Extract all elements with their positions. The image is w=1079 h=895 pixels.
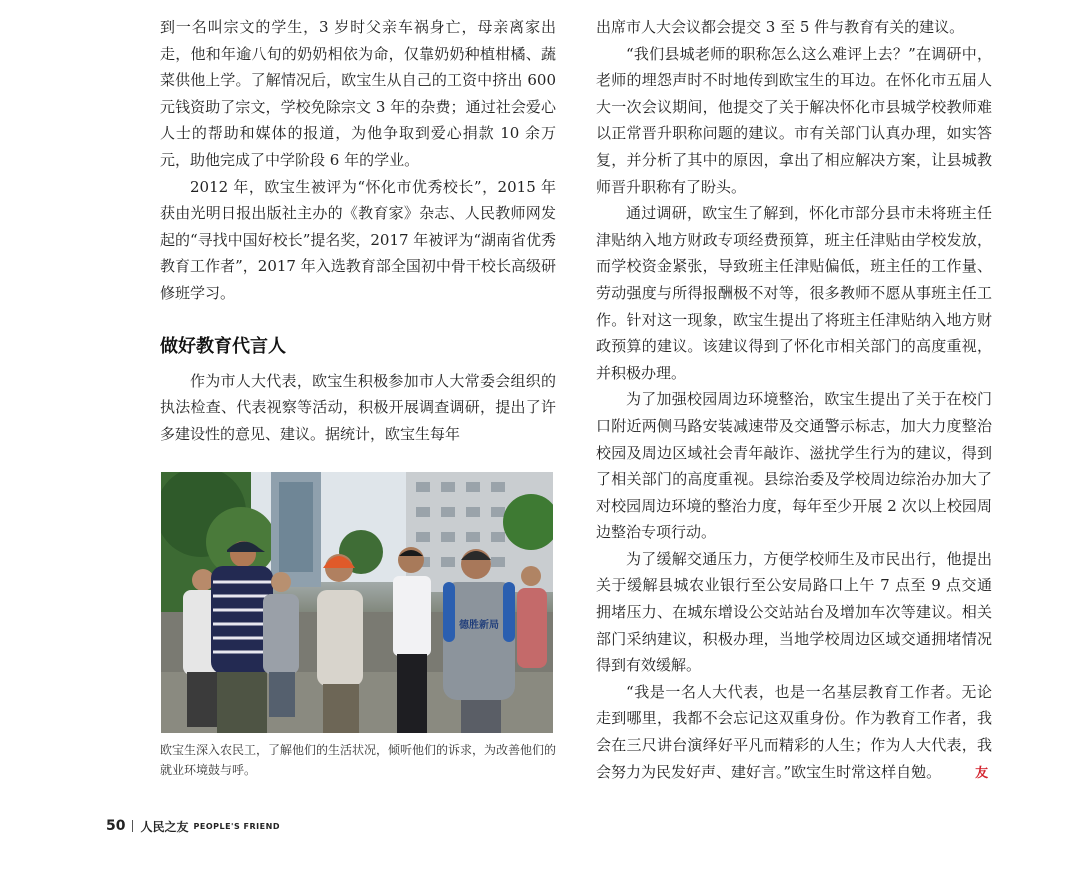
- page-footer: [106, 817, 280, 835]
- paragraph: 出席市人大会议都会提交 3 至 5 件与教育有关的建议。: [596, 18, 965, 36]
- paragraph: 通过调研，欧宝生了解到，怀化市部分县市未将班主任津贴纳入地方财政专项经费预算，班主任津贴由学校发放，而学校资金紧张，导致班主任津贴偏低，班主任的工作量、劳动强度与所得报酬极不对等，很多教师不愿从事班主任工作。针对这一现象，欧宝生提出了将班主任津贴纳入地方财政预算的建议。该建议得到了怀化市相关部门的高度重视，并积极办理。: [596, 204, 992, 382]
- closing-text: “我是一名人大代表，也是一名基层教育工作者。无论走到哪里，我都不会忘记这双重身份。作为教育工作者，我会在三尺讲台演绎好平凡而精彩的人生；作为人大代表，我会努力为民发好声、建好言。”欧宝生时常这样自勉。: [596, 682, 992, 781]
- paragraph: 为了缓解交通压力，方便学校师生及市民出行，他提出关于缓解县城农业银行至公安局路口上午 7 点至 9 点交通拥堵压力、在城东增设公交站站台及增加车次等建议。相关部门采纳建议，积极办理，当地学校周边区域交通拥堵情况得到有效缓解。: [596, 549, 992, 675]
- magazine-name: 人民之友: [140, 819, 189, 834]
- left-column: [160, 14, 556, 447]
- photo-rural-workers: [161, 472, 553, 733]
- photo-illustration: [161, 472, 553, 733]
- end-mark-icon: 友: [975, 765, 989, 781]
- right-column: [596, 14, 992, 787]
- footer-divider: [132, 820, 133, 832]
- paragraph: 作为市人大代表，欧宝生积极参加市人大常委会组织的执法检查、代表视察等活动，积极开展调查调研，提出了许多建设性的意见、建议。据统计，欧宝生每年: [160, 371, 556, 443]
- paragraph: “我们县城老师的职称怎么这么难评上去？”在调研中，老师的埋怨声时不时地传到欧宝生的耳边。在怀化市五届人大一次会议期间，他提交了关于解决怀化市县城学校教师难以正常晋升职称问题的建议。市有关部门认真办理，如实答复，并分析了其中的原因，拿出了相应解决方案，让县城教师晋升职称有了盼头。: [596, 44, 992, 196]
- page-number: 50: [106, 818, 126, 834]
- paragraph: 到一名叫宗文的学生，3 岁时父亲车祸身亡，母亲离家出走，他和年逾八旬的奶奶相依为命，仅靠奶奶种植柑橘、蔬菜供他上学。了解情况后，欧宝生从自己的工资中挤出 600 元钱资助了宗文，学校免除宗文 3 年的杂费；通过社会爱心人士的帮助和媒体的报道，为他争取到爱心捐款 10 余万元，助他完成了中学阶段 6 年的学业。: [160, 18, 556, 169]
- paragraph: 为了加强校园周边环境整治，欧宝生提出了关于在校门口附近两侧马路安装减速带及交通警示标志，加大力度整治校园及周边区域社会青年敲诈、滋扰学生行为的建议，得到了相关部门的高度重视。县综治委及学校周边综治办加大了对校园周边环境的整治力度，每年至少开展 2 次以上校园周边整治专项行动。: [596, 390, 992, 542]
- photo-caption: 欧宝生深入农民工，了解他们的生活状况，倾听他们的诉求，为改善他们的就业环境鼓与呼。: [160, 743, 557, 777]
- closing-paragraph: [596, 679, 992, 787]
- section-heading: 做好教育代言人: [160, 335, 286, 357]
- vest-text: 德胜新局: [459, 620, 499, 631]
- paragraph: 2012 年，欧宝生被评为“怀化市优秀校长”，2015 年获由光明日报出版社主办的《教育家》杂志、人民教师网发起的“寻找中国好校长”提名奖，2017 年被评为“湖南省优秀教育工作者”，2017 年入选教育部全国初中骨干校长高级研修班学习。: [160, 177, 556, 302]
- magazine-english-name: PEOPLE'S FRIEND: [193, 821, 280, 831]
